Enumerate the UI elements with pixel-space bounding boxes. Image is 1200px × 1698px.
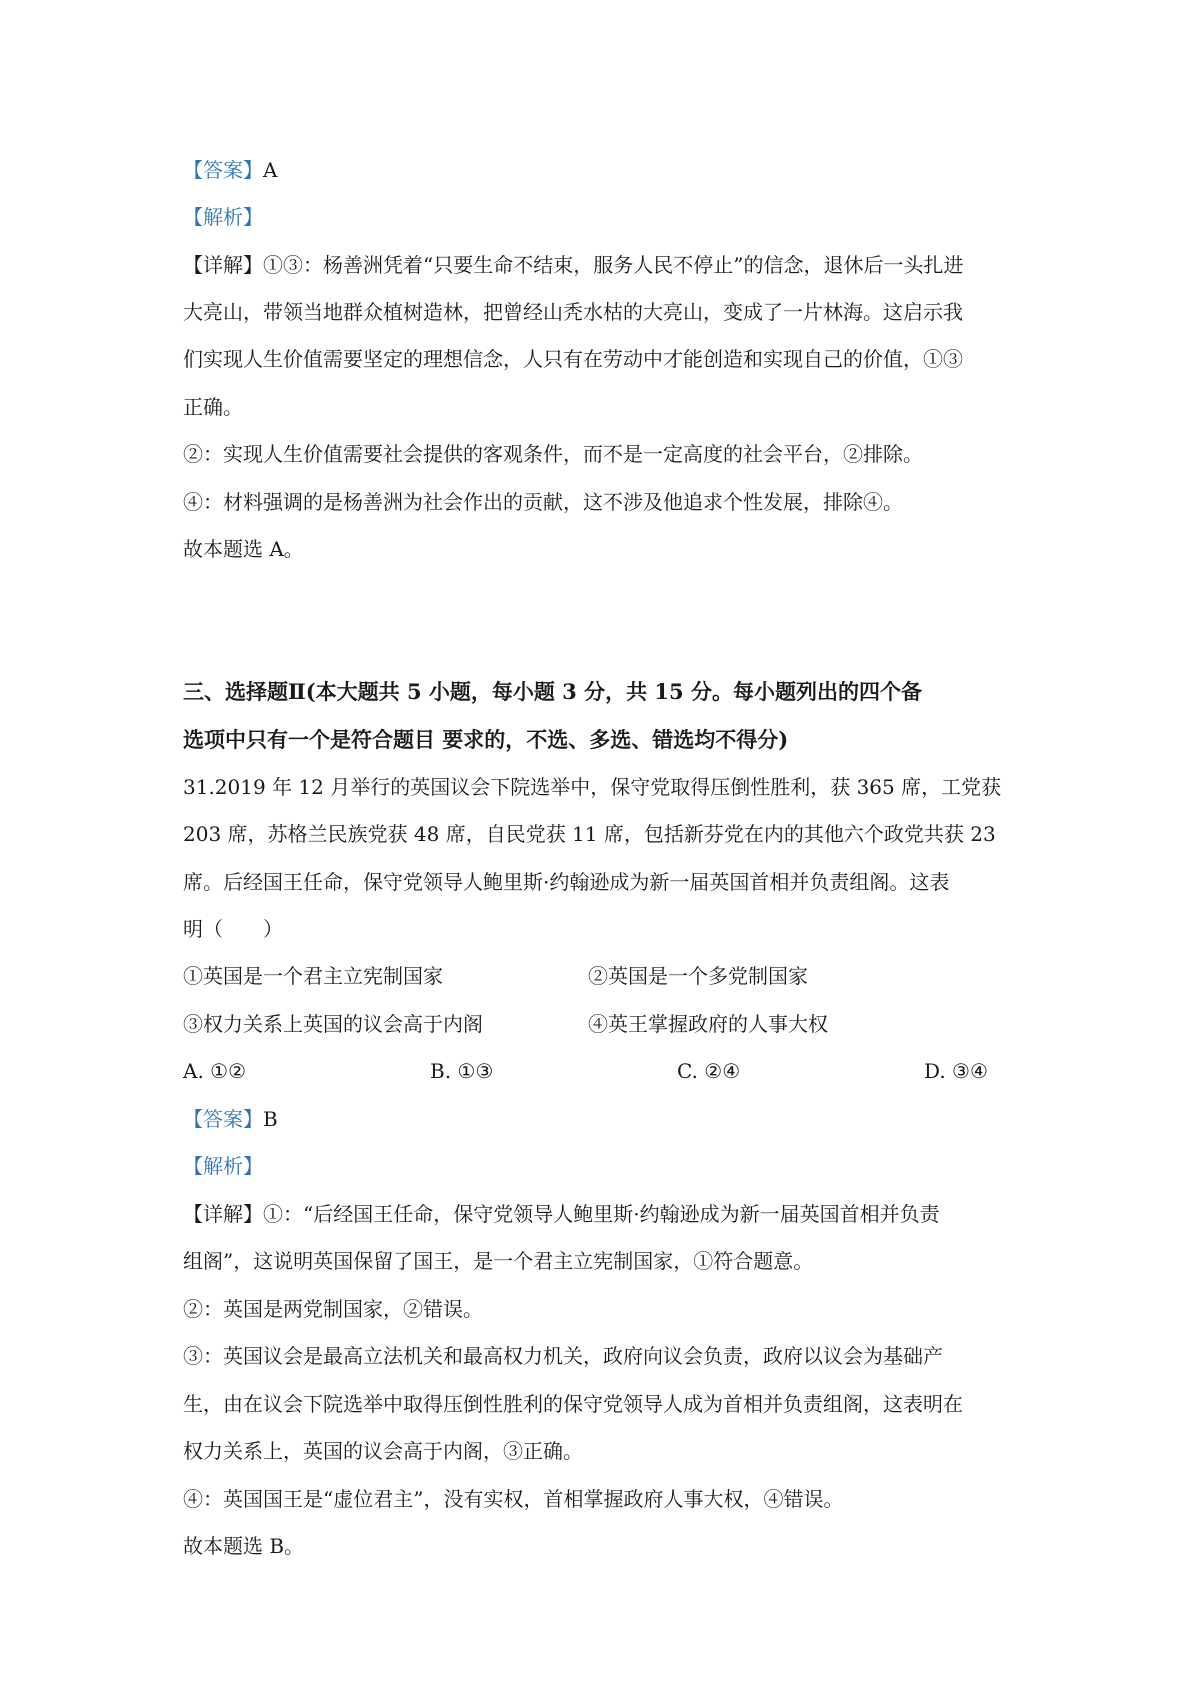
detail-text: ①③：杨善洲凭着“只要生命不结束，服务人民不停止”的信念，退休后一头扎进 <box>263 253 964 277</box>
q31-detail-line-2: 组阁”，这说明英国保留了国王，是一个君主立宪制国家，①符合题意。 <box>183 1249 814 1273</box>
q30-detail-line-3: 们实现人生价值需要坚定的理想信念，人只有在劳动中才能创造和实现自己的价值，①③ <box>183 347 963 371</box>
q30-answer-line <box>183 156 1028 184</box>
choice-c: C. ②④ <box>677 1059 741 1083</box>
q31-conclusion: 故本题选 B。 <box>183 1534 305 1558</box>
q31-stem-line-2: 203 席，苏格兰民族党获 48 席，自民党获 11 席，包括新芬党在内的其他六个政党共获 23 <box>183 822 996 846</box>
analysis-label: 【解析】 <box>183 205 263 229</box>
section-heading-line-1: 三、选择题Ⅱ(本大题共 5 小题，每小题 3 分，共 15 分。每小题列出的四个备 <box>183 679 922 704</box>
q31-detail-line-6: 权力关系上，英国的议会高于内阁，③正确。 <box>183 1439 583 1463</box>
detail-label: 【详解】 <box>183 253 263 277</box>
q31-stem-line-1: 31.2019 年 12 月举行的英国议会下院选举中，保守党取得压倒性胜利，获 365 席，工党获 <box>183 775 1002 799</box>
answer-value: B <box>263 1107 278 1131</box>
q30-detail-line-4: 正确。 <box>183 395 243 419</box>
statement-1: ①英国是一个君主立宪制国家 <box>183 964 443 988</box>
q31-analysis-line <box>183 1152 1028 1180</box>
choice-d: D. ③④ <box>924 1059 988 1083</box>
answer-value: A <box>263 158 278 182</box>
section-heading-line-2: 选项中只有一个是符合题目 要求的，不选、多选、错选均不得分) <box>183 727 789 752</box>
statement-3: ③权力关系上英国的议会高于内阁 <box>183 1012 483 1036</box>
detail-text: ①：“后经国王任命，保守党领导人鲍里斯·约翰逊成为新一届英国首相并负责 <box>263 1202 940 1226</box>
statement-2: ②英国是一个多党制国家 <box>588 964 808 988</box>
q30-detail-line-5: ②：实现人生价值需要社会提供的客观条件，而不是一定高度的社会平台，②排除。 <box>183 442 923 466</box>
statement-4: ④英王掌握政府的人事大权 <box>588 1012 828 1036</box>
q31-detail-line-7: ④：英国国王是“虚位君主”，没有实权，首相掌握政府人事大权，④错误。 <box>183 1487 844 1511</box>
q30-detail-line-1 <box>183 251 1028 279</box>
q30-conclusion: 故本题选 A。 <box>183 537 304 561</box>
q31-detail-line-5: 生，由在议会下院选举中取得压倒性胜利的保守党领导人成为首相并负责组阁，这表明在 <box>183 1392 963 1416</box>
q31-stem-line-3: 席。后经国王任命，保守党领导人鲍里斯·约翰逊成为新一届英国首相并负责组阁。这表 <box>183 870 950 894</box>
analysis-label: 【解析】 <box>183 1154 263 1178</box>
q30-detail-line-6: ④：材料强调的是杨善洲为社会作出的贡献，这不涉及他追求个性发展，排除④。 <box>183 490 903 514</box>
choice-a: A. ①② <box>183 1059 247 1083</box>
q31-detail-line-1 <box>183 1200 1028 1228</box>
q30-detail-line-2: 大亮山，带领当地群众植树造林，把曾经山秃水枯的大亮山，变成了一片林海。这启示我 <box>183 300 963 324</box>
answer-label: 【答案】 <box>183 158 263 182</box>
answer-label: 【答案】 <box>183 1107 263 1131</box>
q31-stem-line-4: 明（ ） <box>183 917 283 941</box>
q31-detail-line-3: ②：英国是两党制国家，②错误。 <box>183 1297 483 1321</box>
choice-b: B. ①③ <box>430 1059 494 1083</box>
q30-analysis-line <box>183 203 1028 231</box>
q31-detail-line-4: ③：英国议会是最高立法机关和最高权力机关，政府向议会负责，政府以议会为基础产 <box>183 1344 943 1368</box>
detail-label: 【详解】 <box>183 1202 263 1226</box>
q31-answer-line <box>183 1105 1028 1133</box>
